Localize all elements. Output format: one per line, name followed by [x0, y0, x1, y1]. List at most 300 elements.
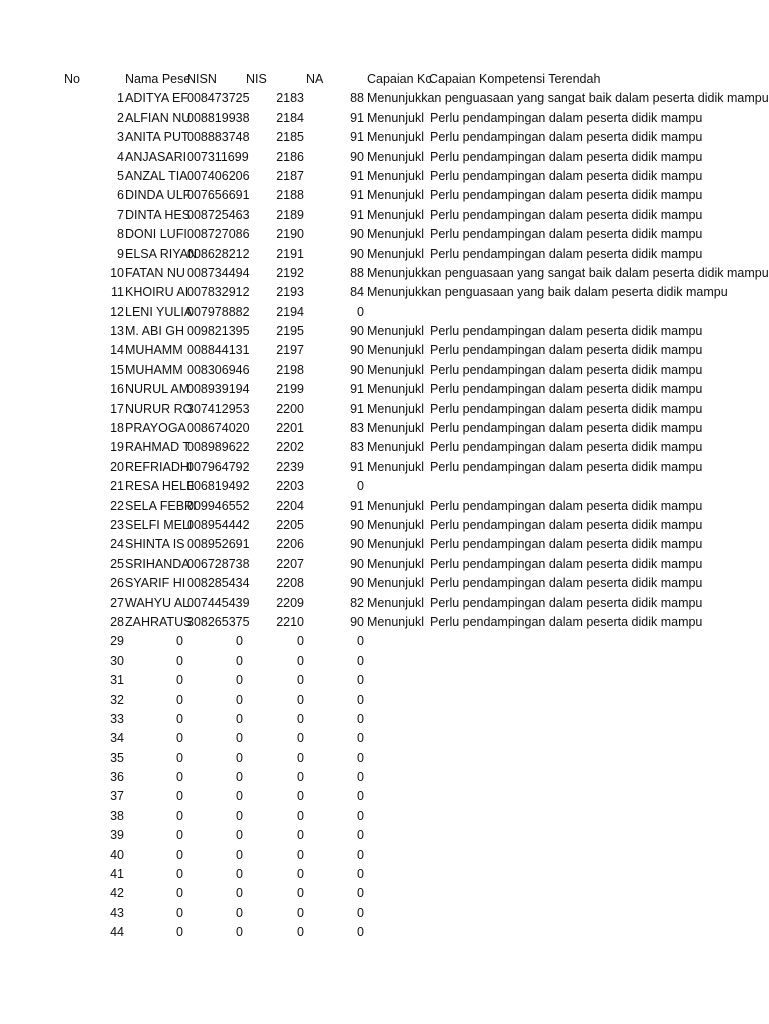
cell-nis: 2184 — [276, 110, 304, 125]
cell-capaian-terendah: Perlu pendampingan dalam peserta didik mampu — [430, 168, 703, 183]
cell-capaian-terendah: Perlu pendampingan dalam peserta didik mampu — [430, 149, 703, 164]
cell-capaian-tertinggi: Menunjukl — [367, 576, 424, 591]
cell-capaian-terendah: Perlu pendampingan dalam peserta didik mampu — [430, 459, 703, 474]
cell-no: 15 — [110, 362, 124, 377]
cell-nama: DINTA HES — [125, 207, 191, 222]
header-nama: Nama Pese — [125, 72, 191, 86]
cell-nisn: 0 — [236, 634, 243, 649]
cell-nama: NURUL AM — [125, 382, 190, 397]
table-row — [0, 865, 768, 884]
cell-no: 5 — [117, 168, 124, 183]
cell-nisn: 0 — [236, 925, 243, 940]
cell-nis: 2202 — [276, 440, 304, 455]
cell-na: 0 — [357, 925, 364, 940]
table-row — [0, 283, 768, 302]
cell-nis: 2201 — [276, 421, 304, 436]
cell-nis: 0 — [297, 634, 304, 649]
cell-nisn: 0 — [236, 673, 243, 688]
cell-na: 82 — [350, 595, 364, 610]
cell-capaian-tertinggi: Menunjukl — [367, 130, 424, 145]
cell-nisn: 008989622 — [187, 440, 250, 455]
cell-capaian-tertinggi: Menunjukl — [367, 362, 424, 377]
cell-no: 1 — [117, 91, 124, 106]
cell-nisn: 307412953 — [187, 401, 250, 416]
cell-capaian-tertinggi: Menunjukl — [367, 595, 424, 610]
cell-nama: WAHYU AL — [125, 595, 190, 610]
cell-nis: 0 — [297, 867, 304, 882]
cell-capaian-tertinggi: Menunjukl — [367, 324, 424, 339]
cell-nisn: 0 — [236, 867, 243, 882]
cell-nis: 2195 — [276, 324, 304, 339]
cell-capaian-tertinggi: Menunjukl — [367, 517, 424, 532]
cell-nama: KHOIRU AI — [125, 285, 189, 300]
cell-nisn: 008734494 — [187, 265, 250, 280]
cell-no: 38 — [110, 808, 124, 823]
cell-capaian-terendah: Perlu pendampingan dalam peserta didik mampu — [430, 556, 703, 571]
cell-no: 33 — [110, 711, 124, 726]
cell-capaian-tertinggi: Menunjukl — [367, 382, 424, 397]
cell-nisn: 009946552 — [187, 498, 250, 513]
cell-na: 0 — [357, 692, 364, 707]
cell-capaian-terendah: Perlu pendampingan dalam peserta didik mampu — [430, 246, 703, 261]
cell-no: 43 — [110, 905, 124, 920]
cell-nis: 2205 — [276, 517, 304, 532]
cell-nama: 0 — [176, 634, 183, 649]
table-row — [0, 691, 768, 710]
cell-capaian-tertinggi: Menunjukl — [367, 421, 424, 436]
cell-na: 0 — [357, 886, 364, 901]
cell-nama: 0 — [176, 673, 183, 688]
cell-nis: 2190 — [276, 227, 304, 242]
cell-na: 90 — [350, 227, 364, 242]
cell-no: 27 — [110, 595, 124, 610]
cell-nama: ANITA PUT — [125, 130, 189, 145]
cell-na: 90 — [350, 149, 364, 164]
cell-no: 23 — [110, 517, 124, 532]
cell-nama: RAHMAD T — [125, 440, 191, 455]
table-row — [0, 186, 768, 205]
table-row — [0, 477, 768, 496]
cell-na: 90 — [350, 517, 364, 532]
cell-capaian-tertinggi: Menunjukl — [367, 343, 424, 358]
cell-na: 0 — [357, 673, 364, 688]
cell-capaian-terendah: Perlu pendampingan dalam peserta didik mampu — [430, 614, 703, 629]
cell-nis: 2191 — [276, 246, 304, 261]
cell-no: 4 — [117, 149, 124, 164]
cell-na: 90 — [350, 576, 364, 591]
table-row — [0, 167, 768, 186]
header-capaian-terendah: Capaian Kompetensi Terendah — [429, 72, 601, 86]
cell-capaian-tertinggi: Menunjukl — [367, 556, 424, 571]
cell-nama: DINDA ULF — [125, 188, 191, 203]
table-row — [0, 652, 768, 671]
cell-capaian-tertinggi: Menunjukl — [367, 227, 424, 242]
cell-nama: 0 — [176, 905, 183, 920]
cell-nama: NURUR RO — [125, 401, 193, 416]
cell-capaian-tertinggi: Menunjukl — [367, 149, 424, 164]
cell-no: 44 — [110, 925, 124, 940]
table-row — [0, 807, 768, 826]
cell-capaian-terendah: Perlu pendampingan dalam peserta didik mampu — [430, 421, 703, 436]
cell-nis: 0 — [297, 750, 304, 765]
table-row — [0, 109, 768, 128]
cell-nama: 0 — [176, 847, 183, 862]
cell-nama: MUHAMM — [125, 343, 183, 358]
table-row — [0, 438, 768, 457]
cell-nama: SELA FEBRI — [125, 498, 197, 513]
cell-no: 35 — [110, 750, 124, 765]
cell-nama: 0 — [176, 925, 183, 940]
cell-capaian-tertinggi: Menunjukl — [367, 440, 424, 455]
cell-capaian-tertinggi: Menunjukl — [367, 207, 424, 222]
cell-nis: 2192 — [276, 265, 304, 280]
cell-no: 42 — [110, 886, 124, 901]
cell-nis: 2198 — [276, 362, 304, 377]
cell-nisn: 008883748 — [187, 130, 250, 145]
cell-nis: 0 — [297, 905, 304, 920]
cell-capaian-terendah: Perlu pendampingan dalam peserta didik mampu — [430, 498, 703, 513]
cell-capaian-tertinggi: Menunjukl — [367, 168, 424, 183]
cell-capaian-terendah: Perlu pendampingan dalam peserta didik mampu — [430, 382, 703, 397]
cell-nisn: 007406206 — [187, 168, 250, 183]
cell-na: 83 — [350, 421, 364, 436]
cell-na: 91 — [350, 498, 364, 513]
cell-nis: 0 — [297, 692, 304, 707]
cell-nama: 0 — [176, 653, 183, 668]
table-row — [0, 516, 768, 535]
cell-nisn: 008306946 — [187, 362, 250, 377]
cell-no: 26 — [110, 576, 124, 591]
table-row — [0, 632, 768, 651]
table-row — [0, 322, 768, 341]
cell-nis: 2239 — [276, 459, 304, 474]
cell-nis: 0 — [297, 711, 304, 726]
cell-na: 0 — [357, 634, 364, 649]
cell-na: 90 — [350, 537, 364, 552]
cell-no: 36 — [110, 770, 124, 785]
cell-nisn: 007978882 — [187, 304, 250, 319]
header-nis: NIS — [246, 72, 267, 86]
cell-nis: 0 — [297, 731, 304, 746]
table-row — [0, 671, 768, 690]
table-row — [0, 787, 768, 806]
cell-nama: DONI LUFI — [125, 227, 187, 242]
cell-na: 83 — [350, 440, 364, 455]
table-row — [0, 128, 768, 147]
cell-na: 91 — [350, 459, 364, 474]
cell-capaian-terendah: Perlu pendampingan dalam peserta didik mampu — [430, 537, 703, 552]
table-row — [0, 245, 768, 264]
cell-na: 91 — [350, 110, 364, 125]
spreadsheet — [0, 70, 768, 943]
cell-capaian-terendah: Perlu pendampingan dalam peserta didik mampu — [430, 576, 703, 591]
cell-nisn: 0 — [236, 711, 243, 726]
cell-na: 0 — [357, 653, 364, 668]
cell-na: 91 — [350, 168, 364, 183]
cell-no: 17 — [110, 401, 124, 416]
cell-nis: 0 — [297, 828, 304, 843]
table-row — [0, 729, 768, 748]
cell-nama: LENI YULIA — [125, 304, 193, 319]
cell-capaian-tertinggi: Menunjukkan penguasaan yang sangat baik dalam peserta didik mampu — [367, 91, 769, 106]
cell-nama: 0 — [176, 808, 183, 823]
cell-na: 88 — [350, 91, 364, 106]
cell-nisn: 0 — [236, 731, 243, 746]
cell-capaian-terendah: Perlu pendampingan dalam peserta didik mampu — [430, 188, 703, 203]
cell-nisn: 0 — [236, 847, 243, 862]
cell-nis: 2193 — [276, 285, 304, 300]
cell-no: 12 — [110, 304, 124, 319]
cell-nis: 2187 — [276, 168, 304, 183]
cell-no: 16 — [110, 382, 124, 397]
cell-no: 40 — [110, 847, 124, 862]
table-row — [0, 555, 768, 574]
cell-na: 90 — [350, 343, 364, 358]
cell-no: 32 — [110, 692, 124, 707]
cell-nama: ALFIAN NU — [125, 110, 191, 125]
cell-nama: PRAYOGA — [125, 421, 186, 436]
cell-no: 30 — [110, 653, 124, 668]
cell-capaian-terendah: Perlu pendampingan dalam peserta didik mampu — [430, 343, 703, 358]
cell-nis: 0 — [297, 770, 304, 785]
cell-nisn: 007832912 — [187, 285, 250, 300]
cell-no: 28 — [110, 614, 124, 629]
cell-nisn: 008628212 — [187, 246, 250, 261]
cell-no: 10 — [110, 265, 124, 280]
cell-nis: 2194 — [276, 304, 304, 319]
table-row — [0, 225, 768, 244]
cell-nisn: 008844131 — [187, 343, 250, 358]
cell-nisn: 007445439 — [187, 595, 250, 610]
table-row — [0, 458, 768, 477]
table-row — [0, 341, 768, 360]
cell-nisn: 0 — [236, 886, 243, 901]
cell-nama: 0 — [176, 886, 183, 901]
cell-nisn: 0 — [236, 789, 243, 804]
cell-no: 29 — [110, 634, 124, 649]
cell-no: 21 — [110, 479, 124, 494]
cell-capaian-terendah: Perlu pendampingan dalam peserta didik mampu — [430, 130, 703, 145]
cell-nama: MUHAMM — [125, 362, 183, 377]
cell-na: 0 — [357, 304, 364, 319]
cell-nisn: 0 — [236, 653, 243, 668]
cell-na: 91 — [350, 207, 364, 222]
cell-nama: 0 — [176, 750, 183, 765]
table-body — [0, 89, 768, 942]
table-row — [0, 419, 768, 438]
cell-capaian-terendah: Perlu pendampingan dalam peserta didik mampu — [430, 110, 703, 125]
cell-nisn: 009821395 — [187, 324, 250, 339]
cell-no: 3 — [117, 130, 124, 145]
table-row — [0, 361, 768, 380]
cell-na: 0 — [357, 828, 364, 843]
cell-nis: 2203 — [276, 479, 304, 494]
cell-nis: 2207 — [276, 556, 304, 571]
cell-nis: 0 — [297, 886, 304, 901]
table-row — [0, 497, 768, 516]
cell-capaian-terendah: Perlu pendampingan dalam peserta didik mampu — [430, 227, 703, 242]
cell-nis: 2208 — [276, 576, 304, 591]
cell-no: 31 — [110, 673, 124, 688]
cell-no: 41 — [110, 867, 124, 882]
table-row — [0, 303, 768, 322]
cell-nama: SYARIF HI — [125, 576, 186, 591]
cell-na: 91 — [350, 382, 364, 397]
cell-capaian-terendah: Perlu pendampingan dalam peserta didik mampu — [430, 440, 703, 455]
cell-nis: 0 — [297, 789, 304, 804]
cell-nama: FATAN NU — [125, 265, 185, 280]
cell-na: 84 — [350, 285, 364, 300]
cell-nisn: 008725463 — [187, 207, 250, 222]
cell-capaian-tertinggi: Menunjukl — [367, 537, 424, 552]
cell-nisn: 008285434 — [187, 576, 250, 591]
cell-na: 0 — [357, 789, 364, 804]
cell-nisn: 0 — [236, 828, 243, 843]
cell-no: 6 — [117, 188, 124, 203]
cell-nama: ZAHRATUS — [125, 614, 192, 629]
cell-na: 0 — [357, 905, 364, 920]
cell-no: 9 — [117, 246, 124, 261]
cell-nis: 0 — [297, 925, 304, 940]
cell-nisn: 008727086 — [187, 227, 250, 242]
cell-na: 0 — [357, 847, 364, 862]
cell-na: 91 — [350, 188, 364, 203]
cell-nisn: 006819492 — [187, 479, 250, 494]
cell-nisn: 0 — [236, 770, 243, 785]
cell-nisn: 008473725 — [187, 91, 250, 106]
cell-nisn: 007656691 — [187, 188, 250, 203]
header-capaian-tertinggi: Capaian Kc — [367, 72, 432, 86]
cell-capaian-tertinggi: Menunjukkan penguasaan yang sangat baik dalam peserta didik mampu — [367, 265, 769, 280]
cell-na: 0 — [357, 479, 364, 494]
header-no: No — [64, 72, 80, 86]
cell-nisn: 008954442 — [187, 517, 250, 532]
cell-na: 0 — [357, 711, 364, 726]
cell-capaian-tertinggi: Menunjukl — [367, 401, 424, 416]
table-row — [0, 613, 768, 632]
cell-capaian-tertinggi: Menunjukl — [367, 246, 424, 261]
cell-no: 7 — [117, 207, 124, 222]
table-row — [0, 826, 768, 845]
cell-nisn: 008939194 — [187, 382, 250, 397]
cell-nis: 2210 — [276, 614, 304, 629]
cell-nis: 2189 — [276, 207, 304, 222]
cell-no: 19 — [110, 440, 124, 455]
cell-nama: 0 — [176, 789, 183, 804]
table-row — [0, 904, 768, 923]
cell-nisn: 007311699 — [187, 149, 249, 164]
cell-nis: 2200 — [276, 401, 304, 416]
cell-no: 22 — [110, 498, 124, 513]
cell-nisn: 008819938 — [187, 110, 250, 125]
cell-no: 24 — [110, 537, 124, 552]
cell-nisn: 0 — [236, 905, 243, 920]
cell-nama: ANZAL TIA — [125, 168, 188, 183]
cell-nisn: 0 — [236, 750, 243, 765]
table-row — [0, 535, 768, 554]
cell-nama: 0 — [176, 711, 183, 726]
cell-nisn: 0 — [236, 808, 243, 823]
cell-capaian-terendah: Perlu pendampingan dalam peserta didik mampu — [430, 401, 703, 416]
table-row — [0, 594, 768, 613]
cell-no: 37 — [110, 789, 124, 804]
table-row — [0, 710, 768, 729]
table-row — [0, 884, 768, 903]
cell-na: 90 — [350, 556, 364, 571]
cell-nama: ANJASARI — [125, 149, 187, 164]
cell-nisn: 007964792 — [187, 459, 250, 474]
cell-na: 88 — [350, 265, 364, 280]
cell-nama: RESA HELE — [125, 479, 195, 494]
cell-nama: 0 — [176, 731, 183, 746]
cell-nisn: 0 — [236, 692, 243, 707]
cell-no: 11 — [111, 285, 124, 300]
cell-no: 14 — [110, 343, 124, 358]
cell-capaian-terendah: Perlu pendampingan dalam peserta didik mampu — [430, 362, 703, 377]
cell-na: 90 — [350, 614, 364, 629]
cell-capaian-tertinggi: Menunjukl — [367, 459, 424, 474]
cell-nis: 2186 — [276, 149, 304, 164]
cell-no: 13 — [110, 324, 124, 339]
cell-na: 0 — [357, 750, 364, 765]
cell-nama: ADITYA EF — [125, 91, 188, 106]
cell-capaian-tertinggi: Menunjukl — [367, 614, 424, 629]
cell-nisn: 008952691 — [187, 537, 250, 552]
cell-nama: SHINTA IS — [125, 537, 185, 552]
cell-nama: 0 — [176, 770, 183, 785]
cell-na: 91 — [350, 401, 364, 416]
cell-nis: 2188 — [276, 188, 304, 203]
cell-capaian-terendah: Perlu pendampingan dalam peserta didik mampu — [430, 324, 703, 339]
cell-capaian-tertinggi: Menunjukkan penguasaan yang baik dalam peserta didik mampu — [367, 285, 728, 300]
cell-capaian-terendah: Perlu pendampingan dalam peserta didik mampu — [430, 207, 703, 222]
cell-na: 0 — [357, 731, 364, 746]
cell-capaian-tertinggi: Menunjukl — [367, 498, 424, 513]
table-row — [0, 206, 768, 225]
cell-na: 90 — [350, 324, 364, 339]
cell-nis: 2197 — [276, 343, 304, 358]
table-row — [0, 264, 768, 283]
table-row — [0, 400, 768, 419]
cell-nisn: 006728738 — [187, 556, 250, 571]
table-row — [0, 923, 768, 942]
cell-nis: 2183 — [276, 91, 304, 106]
table-row — [0, 846, 768, 865]
cell-nama: 0 — [176, 867, 183, 882]
cell-nis: 2199 — [276, 382, 304, 397]
cell-na: 0 — [357, 770, 364, 785]
cell-na: 0 — [357, 867, 364, 882]
cell-nisn: 308265375 — [187, 614, 250, 629]
cell-capaian-terendah: Perlu pendampingan dalam peserta didik mampu — [430, 595, 703, 610]
header-na: NA — [306, 72, 324, 86]
cell-nis: 0 — [297, 808, 304, 823]
cell-no: 25 — [110, 556, 124, 571]
cell-nis: 2204 — [276, 498, 304, 513]
cell-na: 90 — [350, 362, 364, 377]
cell-na: 0 — [357, 808, 364, 823]
cell-nisn: 008674020 — [187, 421, 250, 436]
table-row — [0, 749, 768, 768]
cell-nis: 0 — [297, 673, 304, 688]
table-row — [0, 89, 768, 108]
cell-na: 90 — [350, 246, 364, 261]
header-row — [0, 70, 768, 89]
cell-no: 34 — [110, 731, 124, 746]
cell-nama: M. ABI GH — [125, 324, 185, 339]
cell-na: 91 — [350, 130, 364, 145]
cell-nis: 2206 — [276, 537, 304, 552]
